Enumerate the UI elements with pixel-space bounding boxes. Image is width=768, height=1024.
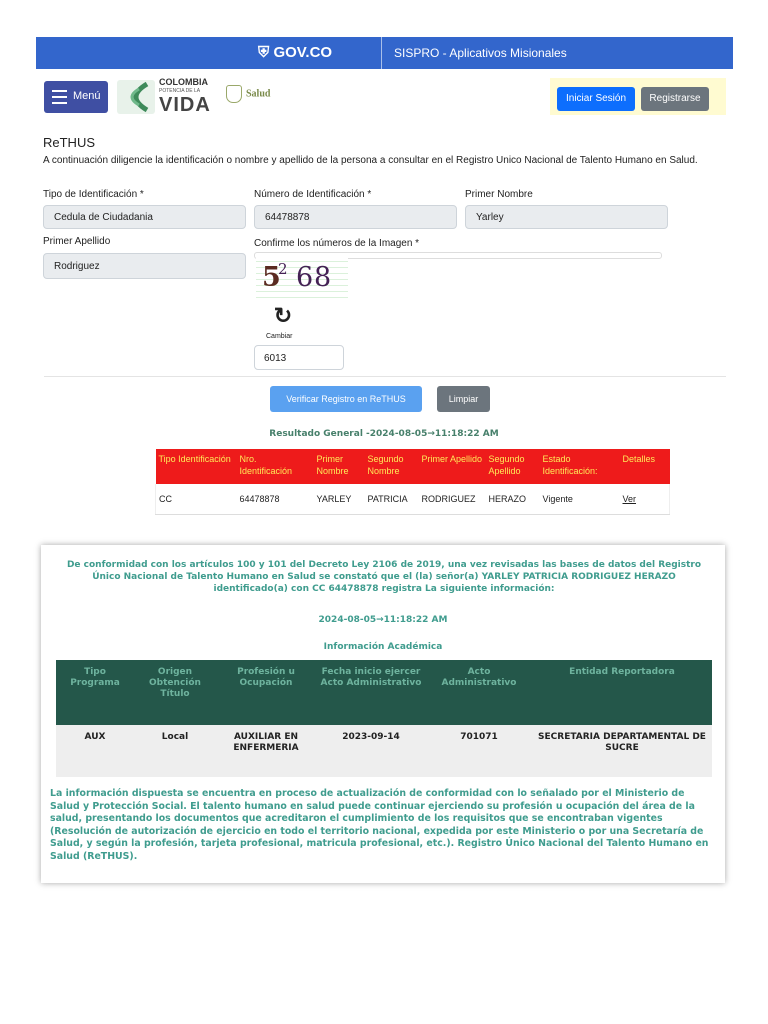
refresh-captcha-icon[interactable]: ↻ [273, 303, 293, 328]
table-cell: 64478878 [237, 484, 314, 515]
table-cell: Vigente [540, 484, 620, 515]
table-cell [620, 484, 670, 515]
result-header-row [156, 449, 670, 484]
nombre-label: Primer Nombre [465, 189, 533, 200]
table-cell: CC [156, 484, 237, 515]
result-header-cell: Segundo Nombre [365, 449, 419, 484]
academic-header-cell: Entidad Reportadora [532, 660, 712, 725]
intro-text: A continuación diligencie la identificación o nombre y apellido de la persona a consultar en el Registro Unico Nacional de Talento Humano en Salud. [43, 155, 698, 166]
academic-header-cell: Profesión u Ocupación [216, 660, 316, 725]
menu-label: Menú [73, 90, 101, 102]
table-cell: Local [134, 725, 216, 777]
gov-divider [381, 37, 382, 69]
cambiar-label[interactable]: Cambiar [266, 333, 293, 340]
captcha-char: 8 [314, 262, 332, 293]
academic-table [56, 660, 712, 777]
brand-line3: VIDA [159, 94, 211, 116]
result-header-cell: Detalles [620, 449, 670, 484]
captcha-char: 6 [296, 262, 314, 293]
result-header-cell: Segundo Apellido [486, 449, 540, 484]
captcha-label: Confirme los números de la Imagen * [254, 238, 420, 249]
table-cell: RODRIGUEZ [419, 484, 486, 515]
numero-label: Número de Identificación * [254, 189, 372, 200]
table-cell: HERAZO [486, 484, 540, 515]
academic-header-row [56, 660, 712, 725]
brand-line2: POTENCIA DE LA [159, 88, 201, 94]
result-header-cell: Primer Apellido [419, 449, 486, 484]
login-button[interactable]: Iniciar Sesión [557, 87, 635, 111]
hamburger-icon [52, 90, 67, 104]
primer-apellido-input[interactable]: Rodriguez [43, 253, 246, 279]
apellido-label: Primer Apellido [43, 236, 111, 247]
page-title: ReTHUS [43, 135, 96, 150]
table-row [156, 484, 670, 515]
result-table [155, 449, 670, 515]
gov-logo-text: GOV.CO [273, 44, 333, 61]
captcha-image [256, 256, 348, 298]
table-cell: SECRETARIA DEPARTAMENTAL DE SUCRE [532, 725, 712, 777]
app-title: SISPRO - Aplicativos Misionales [394, 46, 567, 60]
result-title: Resultado General -2024-08-05→11:18:22 AM [269, 429, 499, 439]
academic-header-cell: Fecha inicio ejercer Acto Administrativo [316, 660, 426, 725]
table-row [56, 725, 712, 777]
brand-line1: COLOMBIA [159, 77, 208, 87]
certificate-statement: De conformidad con los artículos 100 y 101 del Decreto Ley 2106 de 2019, una vez revisadas las bases de datos del Registro Único Nacional de Talento Humano en Salud se constató que el (la) señor(a) YARLEY PATRICIA RODRIGUEZ HERAZO identificado(a) con CC 64478878 registra La siguiente información: [66, 560, 702, 594]
certificate-panel [41, 545, 725, 883]
numero-identificacion-input[interactable]: 64478878 [254, 205, 457, 229]
result-header-cell: Primer Nombre [314, 449, 365, 484]
captcha-input[interactable]: 6013 [254, 345, 344, 370]
academic-header-cell: Origen Obtención Título [134, 660, 216, 725]
divider [44, 376, 726, 377]
salud-shield-icon [226, 85, 242, 103]
clear-button[interactable]: Limpiar [437, 386, 490, 412]
tipo-label: Tipo de Identificación * [43, 189, 144, 200]
salud-logo [226, 85, 270, 103]
table-cell: PATRICIA [365, 484, 419, 515]
menu-button[interactable] [44, 81, 108, 113]
result-header-cell: Nro. Identificación [237, 449, 314, 484]
certificate-timestamp: 2024-08-05→11:18:22 AM [318, 615, 448, 625]
register-button[interactable]: Registrarse [641, 87, 709, 111]
academic-header-cell: Acto Administrativo [426, 660, 532, 725]
salud-label: Salud [246, 88, 271, 100]
table-cell: AUXILIAR EN ENFERMERIA [216, 725, 316, 777]
colombia-brand-logo [117, 77, 217, 117]
table-cell: 2023-09-14 [316, 725, 426, 777]
tipo-identificacion-select[interactable]: Cedula de Ciudadania [43, 205, 246, 229]
table-cell: AUX [56, 725, 134, 777]
gov-shield-icon: ⛨ [258, 44, 270, 61]
certificate-note: La información dispuesta se encuentra en proceso de actualización de conformidad con lo señalado por el Ministerio de Salud y Protección Social. El talento humano en salud puede continuar ejerciendo su profesión u ocupación del área de la salud, presentando los documentos que acreditaron el cumplimiento de los requisitos que se encontraban vigentes (Resolución de autorización de ejercicio en todo el territorio nacional, expedida por este Ministerio o por una Secretaría de Salud, y según la profesión, tarjeta profesional, matricula profesional, etc.). Registro Único Nacional del Talento Humano en Salud (ReTHUS). [50, 788, 709, 862]
table-cell: 701071 [426, 725, 532, 777]
result-header-cell: Tipo Identificación [156, 449, 237, 484]
captcha-char: 5 [262, 262, 281, 293]
gov-bar [36, 37, 733, 69]
captcha-char: 2 [278, 260, 288, 278]
colombia-swoosh-icon [117, 80, 155, 114]
primer-nombre-input[interactable]: Yarley [465, 205, 668, 229]
verify-button[interactable]: Verificar Registro en ReTHUS [270, 386, 422, 412]
academic-section-title: Información Académica [323, 642, 443, 652]
result-header-cell: Estado Identificación: [540, 449, 620, 484]
table-cell: YARLEY [314, 484, 365, 515]
academic-header-cell: Tipo Programa [56, 660, 134, 725]
ver-detalles-link[interactable]: Ver [622, 494, 637, 504]
gov-logo[interactable] [258, 37, 332, 69]
